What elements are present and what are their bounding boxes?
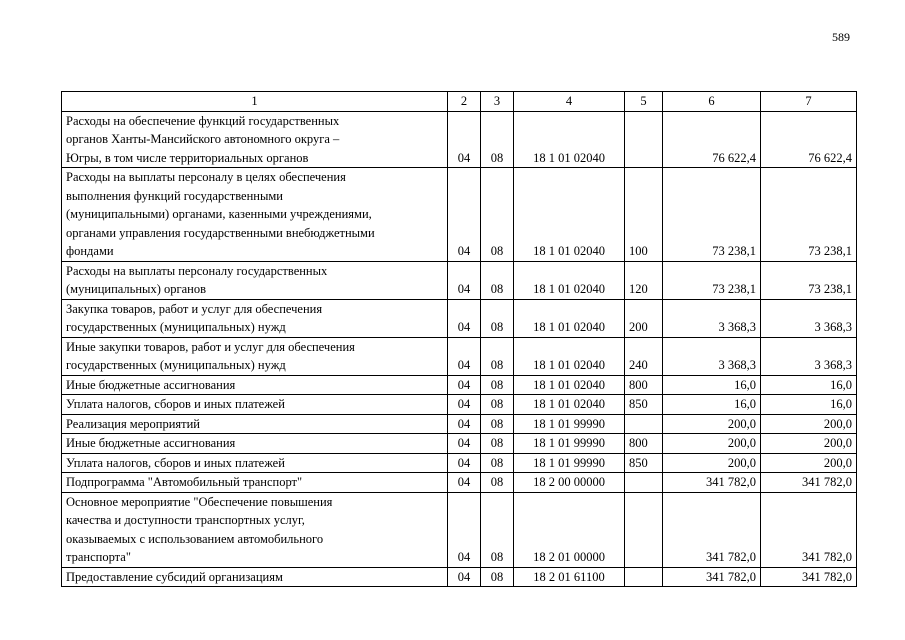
amount-cell: 3 368,3	[663, 337, 761, 375]
target-article-cell: 18 2 01 61100	[514, 567, 625, 587]
expense-type-cell: 800	[625, 434, 663, 454]
row-name-line: Уплата налогов, сборов и иных платежей	[66, 455, 285, 470]
row-name-line: Подпрограмма "Автомобильный транспорт"	[66, 475, 303, 489]
column-header: 2	[448, 92, 481, 112]
row-name-line: выполнения функций государственными	[66, 188, 283, 203]
column-header: 3	[481, 92, 514, 112]
expense-type-cell: 100	[625, 168, 663, 262]
subsection-code-cell: 08	[481, 492, 514, 567]
target-article-cell: 18 1 01 02040	[514, 261, 625, 299]
table-row	[62, 168, 857, 262]
budget-table	[61, 91, 857, 587]
amount-cell: 16,0	[663, 395, 761, 415]
amount-cell: 16,0	[761, 395, 857, 415]
row-name-line: Расходы на выплаты персоналу государственных	[66, 263, 328, 278]
subsection-code-cell: 08	[481, 414, 514, 434]
row-name-cell	[62, 395, 448, 415]
amount-cell: 76 622,4	[663, 111, 761, 168]
table-row	[62, 473, 857, 493]
row-name-line: фондами	[66, 244, 114, 258]
table-row	[62, 567, 857, 587]
amount-cell: 200,0	[663, 414, 761, 434]
row-name-cell	[62, 492, 448, 567]
section-code-cell: 04	[448, 434, 481, 454]
table-row	[62, 414, 857, 434]
target-article-cell: 18 1 01 02040	[514, 299, 625, 337]
row-name-cell	[62, 168, 448, 262]
row-name-cell	[62, 299, 448, 337]
amount-cell: 200,0	[761, 453, 857, 473]
row-name-line: Закупка товаров, работ и услуг для обеспечения	[66, 301, 323, 316]
amount-cell: 341 782,0	[663, 492, 761, 567]
amount-cell: 3 368,3	[663, 299, 761, 337]
row-name-cell	[62, 337, 448, 375]
amount-cell: 73 238,1	[761, 168, 857, 262]
expense-type-cell: 850	[625, 395, 663, 415]
column-header: 4	[514, 92, 625, 112]
row-name-cell	[62, 567, 448, 587]
subsection-code-cell: 08	[481, 473, 514, 493]
page-number: 589	[832, 30, 850, 44]
row-name-line: Иные бюджетные ассигнования	[66, 436, 236, 450]
row-name-line: государственных (муниципальных) нужд	[66, 358, 286, 372]
subsection-code-cell: 08	[481, 261, 514, 299]
table-header-row	[62, 92, 857, 112]
subsection-code-cell: 08	[481, 337, 514, 375]
subsection-code-cell: 08	[481, 111, 514, 168]
amount-cell: 16,0	[761, 375, 857, 395]
expense-type-cell: 240	[625, 337, 663, 375]
expense-type-cell: 850	[625, 453, 663, 473]
target-article-cell: 18 1 01 02040	[514, 111, 625, 168]
section-code-cell: 04	[448, 395, 481, 415]
row-name-line: Реализация мероприятий	[66, 416, 200, 431]
amount-cell: 200,0	[761, 434, 857, 454]
table-row	[62, 395, 857, 415]
amount-cell: 3 368,3	[761, 337, 857, 375]
table-row	[62, 453, 857, 473]
expense-type-cell	[625, 111, 663, 168]
row-name-line: Иные закупки товаров, работ и услуг для обеспечения	[66, 339, 355, 354]
table-row	[62, 434, 857, 454]
row-name-cell	[62, 375, 448, 395]
row-name-line: государственных (муниципальных) нужд	[66, 320, 286, 334]
section-code-cell: 04	[448, 453, 481, 473]
subsection-code-cell: 08	[481, 453, 514, 473]
row-name-line: (муниципальных) органов	[66, 282, 207, 296]
target-article-cell: 18 1 01 02040	[514, 375, 625, 395]
target-article-cell: 18 2 01 00000	[514, 492, 625, 567]
target-article-cell: 18 1 01 99990	[514, 453, 625, 473]
row-name-cell	[62, 434, 448, 454]
subsection-code-cell: 08	[481, 299, 514, 337]
target-article-cell: 18 2 00 00000	[514, 473, 625, 493]
amount-cell: 73 238,1	[761, 261, 857, 299]
amount-cell: 3 368,3	[761, 299, 857, 337]
target-article-cell: 18 1 01 99990	[514, 434, 625, 454]
row-name-line: транспорта"	[66, 550, 131, 564]
column-header: 7	[761, 92, 857, 112]
subsection-code-cell: 08	[481, 567, 514, 587]
table-row	[62, 375, 857, 395]
amount-cell: 200,0	[761, 414, 857, 434]
amount-cell: 76 622,4	[761, 111, 857, 168]
amount-cell: 200,0	[663, 453, 761, 473]
section-code-cell: 04	[448, 492, 481, 567]
row-name-line: Югры, в том числе территориальных органов	[66, 150, 309, 165]
subsection-code-cell: 08	[481, 434, 514, 454]
section-code-cell: 04	[448, 111, 481, 168]
row-name-line: качества и доступности транспортных услуг,	[66, 513, 305, 527]
expense-type-cell	[625, 414, 663, 434]
table-row	[62, 261, 857, 299]
column-header: 6	[663, 92, 761, 112]
expense-type-cell: 120	[625, 261, 663, 299]
section-code-cell: 04	[448, 261, 481, 299]
row-name-line: Предоставление субсидий организациям	[66, 569, 283, 584]
table-row	[62, 111, 857, 168]
table-row	[62, 337, 857, 375]
amount-cell: 73 238,1	[663, 261, 761, 299]
row-name-cell	[62, 261, 448, 299]
amount-cell: 16,0	[663, 375, 761, 395]
row-name-cell	[62, 111, 448, 168]
row-name-line: оказываемых с использованием автомобильного	[66, 531, 324, 546]
amount-cell: 73 238,1	[663, 168, 761, 262]
target-article-cell: 18 1 01 02040	[514, 395, 625, 415]
section-code-cell: 04	[448, 473, 481, 493]
row-name-line: Основное мероприятие "Обеспечение повышения	[66, 494, 333, 509]
amount-cell: 341 782,0	[663, 567, 761, 587]
expense-type-cell	[625, 473, 663, 493]
subsection-code-cell: 08	[481, 395, 514, 415]
section-code-cell: 04	[448, 168, 481, 262]
row-name-cell	[62, 473, 448, 493]
section-code-cell: 04	[448, 299, 481, 337]
expense-type-cell: 800	[625, 375, 663, 395]
section-code-cell: 04	[448, 375, 481, 395]
section-code-cell: 04	[448, 414, 481, 434]
target-article-cell: 18 1 01 99990	[514, 414, 625, 434]
expense-type-cell	[625, 492, 663, 567]
section-code-cell: 04	[448, 337, 481, 375]
row-name-cell	[62, 453, 448, 473]
row-name-line: Иные бюджетные ассигнования	[66, 377, 236, 392]
expense-type-cell: 200	[625, 299, 663, 337]
row-name-line: Уплата налогов, сборов и иных платежей	[66, 397, 285, 411]
column-header: 5	[625, 92, 663, 112]
row-name-line: органов Ханты-Мансийского автономного округа –	[66, 132, 340, 146]
row-name-line: (муниципальными) органами, казенными учреждениями,	[66, 207, 372, 221]
row-name-line: Расходы на выплаты персоналу в целях обеспечения	[66, 170, 346, 184]
amount-cell: 200,0	[663, 434, 761, 454]
amount-cell: 341 782,0	[761, 473, 857, 493]
subsection-code-cell: 08	[481, 168, 514, 262]
table-row	[62, 492, 857, 567]
expense-type-cell	[625, 567, 663, 587]
amount-cell: 341 782,0	[663, 473, 761, 493]
target-article-cell: 18 1 01 02040	[514, 168, 625, 262]
column-header: 1	[62, 92, 448, 112]
section-code-cell: 04	[448, 567, 481, 587]
table-row	[62, 299, 857, 337]
amount-cell: 341 782,0	[761, 492, 857, 567]
amount-cell: 341 782,0	[761, 567, 857, 587]
row-name-line: Расходы на обеспечение функций государственных	[66, 113, 340, 128]
row-name-line: органами управления государственными внебюджетными	[66, 225, 375, 240]
target-article-cell: 18 1 01 02040	[514, 337, 625, 375]
row-name-cell	[62, 414, 448, 434]
subsection-code-cell: 08	[481, 375, 514, 395]
